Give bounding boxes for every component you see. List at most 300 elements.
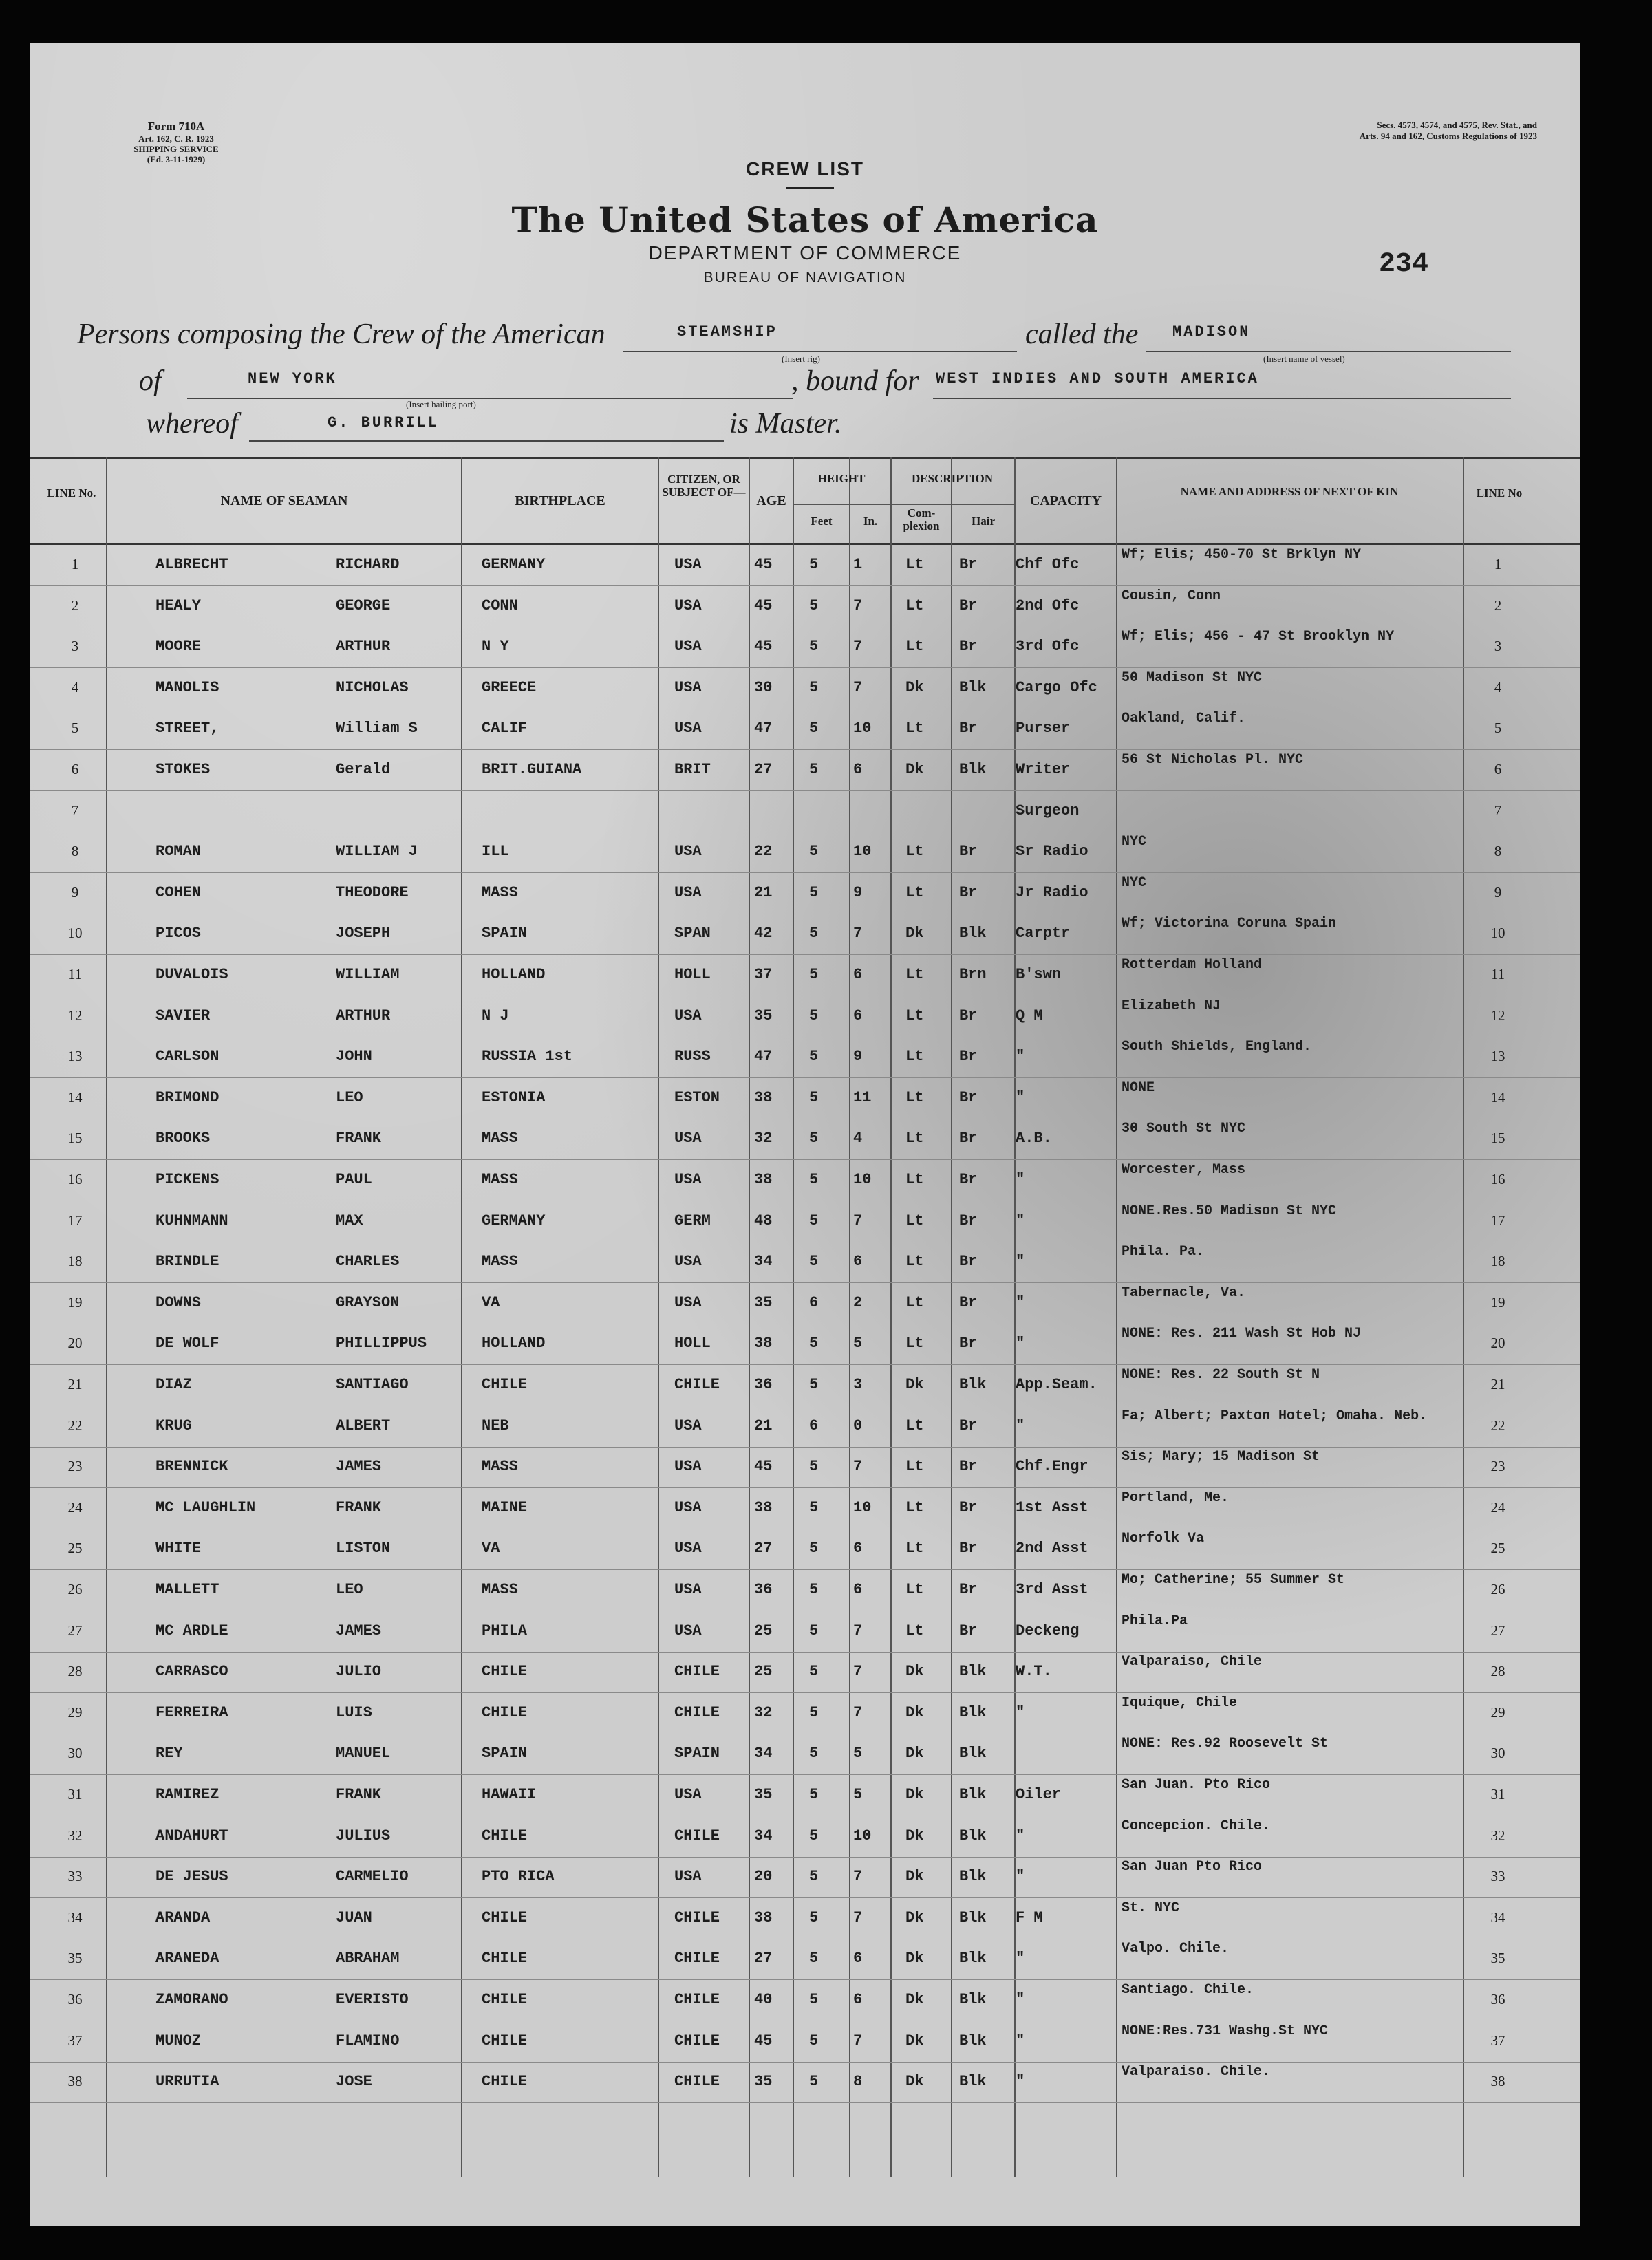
row-hair: Br [959, 1130, 978, 1148]
row-line-number-right: 5 [1494, 720, 1502, 737]
row-birthplace: PTO RICA [482, 1868, 555, 1886]
row-age: 38 [754, 1498, 773, 1516]
row-height-inches: 10 [853, 843, 872, 861]
row-height-feet: 6 [809, 1417, 819, 1434]
table-row [30, 996, 1580, 1037]
row-age: 45 [754, 638, 773, 656]
row-next-of-kin: NONE: Res. 22 South St N [1122, 1367, 1320, 1383]
col-height: HEIGHT [817, 472, 866, 485]
row-citizenship: USA [674, 1417, 702, 1434]
row-birthplace: HOLLAND [482, 1335, 546, 1353]
row-next-of-kin: NONE [1122, 1079, 1155, 1096]
row-next-of-kin: 30 South St NYC [1122, 1121, 1246, 1137]
row-complexion: Dk [905, 1908, 924, 1926]
row-line-number: 12 [67, 1007, 83, 1024]
row-next-of-kin: Phila. Pa. [1122, 1244, 1205, 1260]
row-line-number: 16 [67, 1171, 83, 1187]
row-hair: Blk [959, 1991, 987, 2008]
row-next-of-kin: San Juan Pto Rico [1122, 1859, 1263, 1875]
row-age: 34 [754, 1253, 773, 1271]
row-next-of-kin: NYC [1122, 874, 1147, 891]
row-age: 38 [754, 1335, 773, 1353]
row-birthplace: CHILE [482, 1827, 528, 1844]
row-citizenship: CHILE [674, 2073, 720, 2091]
row-capacity: Chf Ofc [1016, 556, 1080, 573]
row-complexion: Dk [905, 1868, 924, 1886]
row-given-name: ARTHUR [336, 638, 391, 656]
row-height-inches: 5 [853, 1745, 863, 1763]
row-complexion: Lt [905, 556, 924, 573]
row-line-number-right: 28 [1490, 1663, 1505, 1680]
row-hair: Br [959, 1088, 978, 1106]
table-row [30, 1857, 1580, 1898]
col-line-no-right: LINE No [1476, 486, 1523, 499]
row-surname: PICKENS [155, 1171, 219, 1188]
row-complexion: Lt [905, 1212, 924, 1229]
row-line-number: 38 [67, 2073, 83, 2090]
row-line-number: 36 [67, 1991, 83, 2008]
row-age: 20 [754, 1868, 773, 1886]
row-citizenship: USA [674, 1786, 702, 1803]
row-birthplace: MASS [482, 1130, 518, 1148]
row-line-number: 9 [71, 883, 79, 901]
row-line-number: 21 [67, 1376, 83, 1392]
row-capacity: " [1016, 2073, 1025, 2091]
row-surname: ZAMORANO [155, 1991, 228, 2008]
row-capacity: Purser [1016, 720, 1071, 738]
row-hair: Blk [959, 1868, 987, 1886]
statute-reference [1248, 120, 1537, 142]
row-height-inches: 7 [853, 1458, 863, 1476]
row-height-feet: 5 [809, 1458, 819, 1476]
row-hair: Brn [959, 966, 987, 983]
row-citizenship: USA [674, 1458, 702, 1476]
row-capacity: 3rd Asst [1016, 1581, 1088, 1598]
row-complexion: Lt [905, 596, 924, 614]
row-next-of-kin: Cousin, Conn [1122, 588, 1221, 604]
destination-value: WEST INDIES AND SOUTH AMERICA [936, 370, 1259, 387]
row-capacity: " [1016, 1335, 1025, 1353]
row-citizenship: CHILE [674, 1827, 720, 1844]
row-next-of-kin: NYC [1122, 834, 1147, 850]
row-height-feet: 5 [809, 2073, 819, 2091]
statute-line-2: Arts. 94 and 162, Customs Regulations of 1923 [1359, 131, 1537, 141]
row-age: 21 [754, 1417, 773, 1434]
row-next-of-kin: NONE: Res. 211 Wash St Hob NJ [1122, 1326, 1362, 1342]
row-age: 35 [754, 1293, 773, 1311]
row-surname: ALBRECHT [155, 556, 228, 573]
row-line-number-right: 16 [1490, 1171, 1505, 1187]
col-complexion: Com-plexion [903, 506, 940, 532]
row-next-of-kin: Phila.Pa [1122, 1613, 1188, 1629]
row-height-inches: 0 [853, 1417, 863, 1434]
row-complexion: Lt [905, 1581, 924, 1598]
row-line-number-right: 35 [1490, 1950, 1505, 1967]
row-next-of-kin: Elizabeth NJ [1122, 998, 1221, 1014]
row-surname: SAVIER [155, 1007, 211, 1024]
master-line [249, 413, 724, 442]
row-age: 35 [754, 2073, 773, 2091]
vessel-value: MADISON [1172, 323, 1251, 341]
row-hair: Br [959, 1540, 978, 1558]
crew-statement-prefix: Persons composing the Crew of the American [77, 319, 605, 350]
row-hair: Blk [959, 2073, 987, 2091]
row-line-number: 25 [67, 1540, 83, 1557]
row-capacity: B'swn [1016, 966, 1062, 983]
row-height-inches: 11 [853, 1088, 872, 1106]
row-height-inches: 6 [853, 1253, 863, 1271]
row-age: 45 [754, 596, 773, 614]
of-label: of [139, 365, 162, 397]
row-age: 34 [754, 1827, 773, 1844]
row-height-inches: 7 [853, 678, 863, 696]
row-surname: MC LAUGHLIN [155, 1498, 256, 1516]
row-height-inches: 9 [853, 883, 863, 901]
row-line-number-right: 1 [1494, 556, 1502, 572]
row-complexion: Dk [905, 925, 924, 943]
row-hair: Br [959, 1253, 978, 1271]
row-height-inches: 2 [853, 1293, 863, 1311]
row-hair: Br [959, 1171, 978, 1188]
row-age: 38 [754, 1088, 773, 1106]
row-line-number: 5 [71, 720, 79, 737]
row-line-number-right: 7 [1494, 801, 1502, 819]
row-line-number: 15 [67, 1130, 83, 1147]
row-height-feet: 5 [809, 1088, 819, 1106]
table-row [30, 750, 1580, 791]
table-row [30, 1734, 1580, 1775]
title-rule [786, 187, 834, 189]
row-capacity: " [1016, 1827, 1025, 1844]
row-line-number-right: 31 [1490, 1786, 1505, 1802]
row-hair: Blk [959, 925, 987, 943]
row-given-name: GRAYSON [336, 1293, 400, 1311]
row-citizenship: CHILE [674, 1703, 720, 1721]
row-height-feet: 5 [809, 1253, 819, 1271]
row-birthplace: GERMANY [482, 556, 546, 573]
row-surname: URRUTIA [155, 2073, 219, 2091]
row-complexion: Lt [905, 638, 924, 656]
row-surname: COHEN [155, 883, 202, 901]
row-hair: Blk [959, 1703, 987, 1721]
row-line-number-right: 18 [1490, 1253, 1505, 1270]
row-citizenship: USA [674, 1293, 702, 1311]
row-given-name: JULIUS [336, 1827, 391, 1844]
row-capacity: A.B. [1016, 1130, 1052, 1148]
table-row [30, 1201, 1580, 1242]
row-height-inches: 7 [853, 1868, 863, 1886]
row-next-of-kin: Valparaiso, Chile [1122, 1654, 1263, 1670]
row-surname: KRUG [155, 1417, 192, 1434]
form-service: SHIPPING SERVICE [133, 144, 219, 154]
row-next-of-kin: Iquique, Chile [1122, 1694, 1238, 1711]
row-line-number-right: 10 [1490, 925, 1505, 942]
row-next-of-kin: Wf; Victorina Coruna Spain [1122, 916, 1337, 932]
row-line-number: 14 [67, 1088, 83, 1106]
row-given-name: William S [336, 720, 418, 738]
row-hair: Br [959, 1212, 978, 1229]
row-hair: Blk [959, 1786, 987, 1803]
row-next-of-kin: Rotterdam Holland [1122, 957, 1263, 973]
row-hair: Blk [959, 1950, 987, 1968]
row-citizenship: USA [674, 556, 702, 573]
row-complexion: Lt [905, 720, 924, 738]
row-height-feet: 5 [809, 556, 819, 573]
row-birthplace: ILL [482, 843, 509, 861]
table-row [30, 955, 1580, 996]
row-age: 45 [754, 556, 773, 573]
table-row [30, 1160, 1580, 1201]
row-height-inches: 9 [853, 1048, 863, 1066]
row-line-number-right: 21 [1490, 1376, 1505, 1392]
master-value: G. BURRILL [328, 414, 440, 431]
row-birthplace: GERMANY [482, 1212, 546, 1229]
row-hair: Br [959, 638, 978, 656]
row-capacity: Surgeon [1016, 801, 1080, 819]
row-birthplace: MASS [482, 1581, 518, 1598]
row-next-of-kin: Santiago. Chile. [1122, 1982, 1254, 1998]
row-given-name: PHILLIPPUS [336, 1335, 427, 1353]
row-hair: Blk [959, 1827, 987, 1844]
table-bottom [30, 2177, 1580, 2226]
row-line-number: 32 [67, 1827, 83, 1844]
row-hair: Blk [959, 1745, 987, 1763]
row-hair: Br [959, 883, 978, 901]
row-line-number-right: 4 [1494, 678, 1502, 696]
row-complexion: Lt [905, 1622, 924, 1639]
row-line-number: 3 [71, 638, 79, 655]
row-line-number: 13 [67, 1048, 83, 1065]
row-line-number: 20 [67, 1335, 83, 1352]
row-surname: KUHNMANN [155, 1212, 228, 1229]
row-hair: Br [959, 720, 978, 738]
row-capacity: App.Seam. [1016, 1376, 1097, 1393]
row-height-inches: 10 [853, 1827, 872, 1844]
row-height-feet: 5 [809, 596, 819, 614]
row-capacity: " [1016, 1253, 1025, 1271]
table-row [30, 668, 1580, 709]
row-citizenship: RUSS [674, 1048, 711, 1066]
row-given-name: JOSE [336, 2073, 372, 2091]
table-row [30, 545, 1580, 586]
row-complexion: Lt [905, 1335, 924, 1353]
row-age: 32 [754, 1703, 773, 1721]
row-next-of-kin: Wf; Elis; 456 - 47 St Brooklyn NY [1122, 629, 1395, 645]
row-line-number-right: 29 [1490, 1703, 1505, 1721]
row-line-number-right: 30 [1490, 1745, 1505, 1762]
row-given-name: JULIO [336, 1663, 382, 1681]
row-surname: STOKES [155, 761, 211, 778]
row-hair: Blk [959, 1376, 987, 1393]
col-hair: Hair [972, 515, 995, 528]
row-birthplace: RUSSIA 1st [482, 1048, 573, 1066]
row-next-of-kin: Valparaiso. Chile. [1122, 2064, 1271, 2080]
row-complexion: Lt [905, 1088, 924, 1106]
row-given-name: JOHN [336, 1048, 372, 1066]
row-capacity: " [1016, 1171, 1025, 1188]
row-surname: MANOLIS [155, 678, 219, 696]
row-citizenship: HOLL [674, 966, 711, 983]
row-next-of-kin: Tabernacle, Va. [1122, 1284, 1246, 1301]
col-birthplace: BIRTHPLACE [515, 493, 605, 508]
row-citizenship: USA [674, 883, 702, 901]
row-height-feet: 5 [809, 1622, 819, 1639]
row-surname: MOORE [155, 638, 202, 656]
row-height-feet: 5 [809, 925, 819, 943]
row-capacity: " [1016, 1703, 1025, 1721]
row-height-feet: 5 [809, 1540, 819, 1558]
row-complexion: Dk [905, 1950, 924, 1968]
table-row [30, 1119, 1580, 1160]
row-age: 38 [754, 1908, 773, 1926]
row-given-name: WILLIAM [336, 966, 400, 983]
called-the-label: called the [1025, 319, 1139, 350]
row-birthplace: BRIT.GUIANA [482, 761, 582, 778]
row-line-number: 23 [67, 1458, 83, 1475]
row-capacity: Oiler [1016, 1786, 1062, 1803]
row-age: 27 [754, 1540, 773, 1558]
row-height-feet: 5 [809, 638, 819, 656]
row-capacity: Cargo Ofc [1016, 678, 1097, 696]
row-capacity: Writer [1016, 761, 1071, 778]
row-hair: Br [959, 1581, 978, 1598]
row-surname: ANDAHURT [155, 1827, 228, 1844]
row-next-of-kin: Fa; Albert; Paxton Hotel; Omaha. Neb. [1122, 1408, 1428, 1424]
row-line-number-right: 37 [1490, 2032, 1505, 2049]
row-line-number: 19 [67, 1293, 83, 1311]
row-surname: FERREIRA [155, 1703, 228, 1721]
row-line-number: 26 [67, 1581, 83, 1597]
row-complexion: Lt [905, 1293, 924, 1311]
row-capacity: " [1016, 1212, 1025, 1229]
crew-list-sheet [30, 43, 1580, 2226]
table-row [30, 1529, 1580, 1570]
row-age: 47 [754, 720, 773, 738]
row-complexion: Dk [905, 1703, 924, 1721]
row-line-number-right: 6 [1494, 761, 1502, 777]
row-height-feet: 5 [809, 1991, 819, 2008]
row-hair: Blk [959, 761, 987, 778]
col-line-no: LINE No. [47, 486, 96, 499]
row-line-number: 24 [67, 1498, 83, 1516]
row-surname: HEALY [155, 596, 202, 614]
row-complexion: Lt [905, 1540, 924, 1558]
form-article: Art. 162, C. R. 1923 [138, 133, 214, 144]
is-master-label: is Master. [729, 408, 842, 440]
row-age: 37 [754, 966, 773, 983]
row-birthplace: CONN [482, 596, 518, 614]
table-row [30, 873, 1580, 914]
row-line-number: 28 [67, 1663, 83, 1680]
row-given-name: LISTON [336, 1540, 391, 1558]
table-row [30, 791, 1580, 832]
row-given-name: EVERISTO [336, 1991, 409, 2008]
row-height-inches: 10 [853, 1171, 872, 1188]
row-line-number-right: 34 [1490, 1908, 1505, 1926]
row-height-inches: 7 [853, 638, 863, 656]
row-given-name: MAX [336, 1212, 363, 1229]
row-line-number: 18 [67, 1253, 83, 1270]
row-line-number-right: 12 [1490, 1007, 1505, 1024]
col-inches: In. [863, 515, 878, 528]
row-line-number: 4 [71, 678, 79, 696]
row-hair: Blk [959, 1908, 987, 1926]
row-height-feet: 5 [809, 1827, 819, 1844]
row-age: 25 [754, 1622, 773, 1639]
row-complexion: Lt [905, 1130, 924, 1148]
row-next-of-kin: Valpo. Chile. [1122, 1941, 1230, 1957]
row-birthplace: MASS [482, 1171, 518, 1188]
row-birthplace: N J [482, 1007, 509, 1024]
row-height-inches: 6 [853, 1540, 863, 1558]
row-complexion: Dk [905, 1991, 924, 2008]
table-row [30, 709, 1580, 750]
row-surname: ARANEDA [155, 1950, 219, 1968]
row-surname: MC ARDLE [155, 1622, 228, 1639]
form-number: Form 710A [147, 120, 205, 133]
row-citizenship: GERM [674, 1212, 711, 1229]
row-given-name: GEORGE [336, 596, 391, 614]
page-number: 234 [1379, 249, 1429, 280]
row-birthplace: CHILE [482, 2073, 528, 2091]
row-height-feet: 5 [809, 1376, 819, 1393]
row-next-of-kin: NONE: Res.92 Roosevelt St [1122, 1736, 1329, 1752]
row-given-name: JAMES [336, 1458, 382, 1476]
row-next-of-kin: Worcester, Mass [1122, 1162, 1246, 1178]
row-line-number: 17 [67, 1212, 83, 1229]
row-given-name: PAUL [336, 1171, 372, 1188]
row-birthplace: GREECE [482, 678, 537, 696]
row-height-feet: 5 [809, 1786, 819, 1803]
table-row [30, 1570, 1580, 1611]
row-citizenship: SPAIN [674, 1745, 720, 1763]
row-line-number-right: 14 [1490, 1088, 1505, 1106]
row-birthplace: VA [482, 1540, 500, 1558]
row-complexion: Lt [905, 1498, 924, 1516]
row-given-name: THEODORE [336, 883, 409, 901]
row-given-name: JAMES [336, 1622, 382, 1639]
main-title: The United States of America [511, 200, 1099, 240]
row-surname: BRENNICK [155, 1458, 228, 1476]
table-row [30, 1283, 1580, 1324]
row-age: 25 [754, 1663, 773, 1681]
table-top-rule [30, 457, 1580, 459]
form-edition: (Ed. 3-11-1929) [147, 154, 206, 164]
row-height-inches: 7 [853, 1703, 863, 1721]
row-surname: CARLSON [155, 1048, 219, 1066]
row-birthplace: CHILE [482, 1950, 528, 1968]
row-capacity: Carptr [1016, 925, 1071, 943]
row-given-name: WILLIAM J [336, 843, 418, 861]
row-hair: Br [959, 1498, 978, 1516]
row-line-number-right: 9 [1494, 883, 1502, 901]
row-next-of-kin: Norfolk Va [1122, 1531, 1205, 1547]
row-height-inches: 10 [853, 720, 872, 738]
row-complexion: Dk [905, 1827, 924, 1844]
row-line-number: 37 [67, 2032, 83, 2049]
row-given-name: ARTHUR [336, 1007, 391, 1024]
row-line-number-right: 19 [1490, 1293, 1505, 1311]
row-given-name: NICHOLAS [336, 678, 409, 696]
row-height-inches: 5 [853, 1335, 863, 1353]
row-height-feet: 5 [809, 1007, 819, 1024]
row-hair: Br [959, 1048, 978, 1066]
row-given-name: FRANK [336, 1498, 382, 1516]
row-height-inches: 6 [853, 1950, 863, 1968]
row-citizenship: USA [674, 1171, 702, 1188]
row-height-feet: 5 [809, 1171, 819, 1188]
row-complexion: Lt [905, 883, 924, 901]
